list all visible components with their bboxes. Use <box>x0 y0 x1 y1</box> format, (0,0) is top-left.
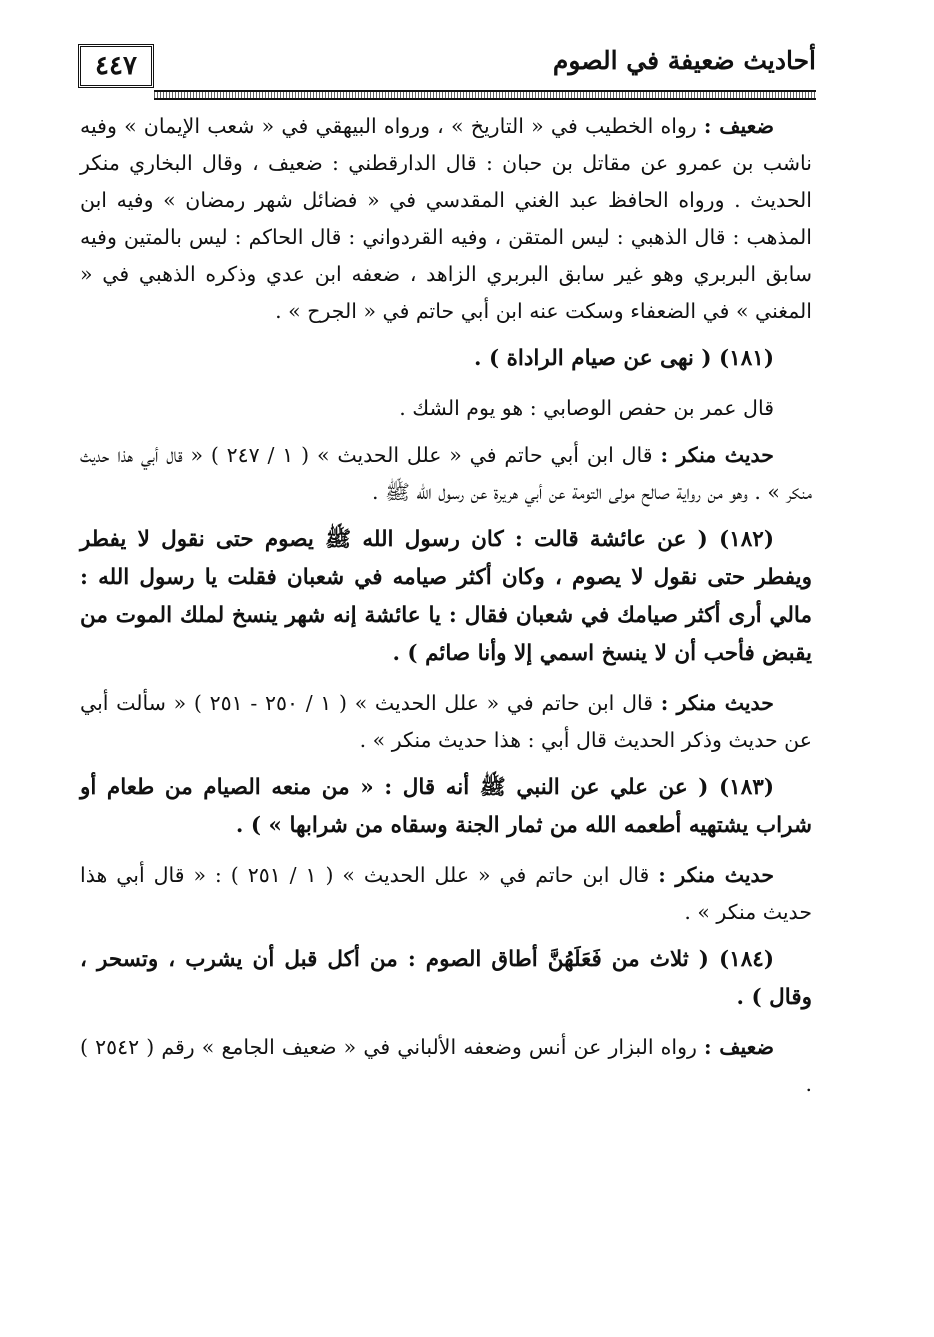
hadith-text: (١٨٣) ( عن علي عن النبي ﷺ أنه قال : « من منعه الصيام من طعام أو شراب يشتهيه أطعمه الله من ثمار الجنة وسقاه من شرابها » ) . <box>80 775 812 838</box>
grade-label: ضعيف : <box>703 114 774 138</box>
running-title: أحاديث ضعيفة في الصوم <box>552 46 816 75</box>
hadith-text: (١٨٤) ( ثلاث من فَعَلَهُنَّ أطاق الصوم : من أكل قبل أن يشرب ، وتسحر ، وقال ) . <box>80 947 812 1010</box>
paragraph-text: قال ابن حاتم في « علل الحديث » ( ١ / ٢٥١ ) : « قال أبي هذا حديث منكر » . <box>80 863 812 924</box>
hadith-entry <box>80 340 812 378</box>
paragraph <box>80 108 812 330</box>
hadith-entry <box>80 941 812 1017</box>
paragraph <box>80 1029 812 1103</box>
grade-label: ضعيف : <box>703 1035 774 1059</box>
paragraph-text: قال عمر بن حفص الوصابي : هو يوم الشك . <box>399 396 774 420</box>
paragraph-text: رواه البزار عن أنس وضعفه الألباني في « ضعيف الجامع » رقم ( ٢٥٤٢ ) . <box>80 1035 812 1096</box>
page-header <box>78 42 816 94</box>
paragraph-text: قال ابن حاتم في « علل الحديث » ( ١ / ٢٥٠ - ٢٥١ ) « سألت أبي عن حديث وذكر الحديث قال أبي : هذا حديث منكر » . <box>80 691 812 752</box>
hadith-entry <box>80 769 812 845</box>
grade-label: حديث منكر : <box>660 443 774 467</box>
header-rule <box>154 90 816 100</box>
paragraph <box>80 857 812 931</box>
hadith-entry <box>80 521 812 673</box>
hadith-text: (١٨١) ( نهى عن صيام الراداة ) . <box>473 346 774 371</box>
paragraph <box>80 685 812 759</box>
page-number: ٤٤٧ <box>78 44 154 88</box>
page-body <box>80 108 812 1113</box>
paragraph-text: رواه الخطيب في « التاريخ » ، ورواه البيهقي في « شعب الإيمان » وفيه ناشب بن عمرو عن مقاتل بن حبان : قال الدارقطني : ضعيف ، وقال البخاري منكر الحديث . ورواه الحافظ عبد الغني المقدسي في « فضائل شهر رمضان » وفيه ابن المذهب : قال الذهبي : ليس المتقن ، وفيه القردواني : قال الحاكم : ليس بالمتين وفيه سابق البربري وهو غير سابق البربري الزاهد ، ضعفه ابن عدي وذكره الذهبي في « المغني » في الضعفاء وسكت عنه ابن أبي حاتم في « الجرح » . <box>80 114 812 323</box>
paragraph-text: قال ابن أبي حاتم في « علل الحديث » ( ١ / ٢٤٧ ) « قال أبي هذا حديث منكر » . وهو من رواية صالح مولى التومة عن أبي هريرة عن رسول الله ﷺ . <box>80 443 812 504</box>
grade-label: حديث منكر : <box>658 863 774 887</box>
paragraph <box>80 437 812 511</box>
hadith-text: (١٨٢) ( عن عائشة قالت : كان رسول الله ﷺ يصوم حتى نقول لا يفطر ويفطر حتى نقول لا يصوم ، وكان أكثر صيامه في شعبان فقلت يا رسول الله : مالي أرى أكثر صيامك في شعبان فقال : يا عائشة إنه شهر ينسخ لملك الموت من يقبض فأحب أن لا ينسخ اسمي إلا وأنا صائم ) . <box>80 527 812 666</box>
paragraph <box>80 390 812 427</box>
grade-label: حديث منكر : <box>660 691 774 715</box>
